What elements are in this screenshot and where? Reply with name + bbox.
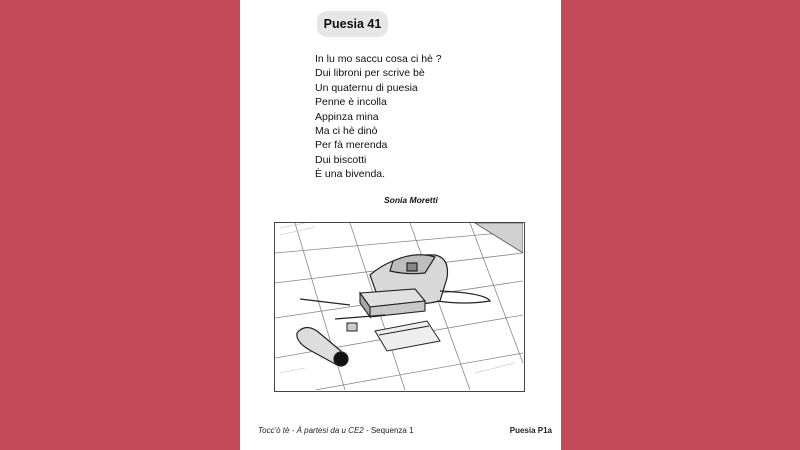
schoolbag-drawing: [275, 223, 523, 390]
notebook-icon: [375, 321, 440, 351]
eraser-icon: [347, 323, 357, 331]
poem-line: È una bivenda.: [315, 168, 386, 181]
poem-line: Dui libroni per scrive bè: [315, 67, 425, 80]
poem-body: [315, 52, 442, 182]
poem-line: Ma ci hè dinò: [315, 125, 378, 138]
footer-book-title: Tocc'ò tè - À partesi da u CE2: [258, 426, 364, 435]
poem-line: Penne è incolla: [315, 96, 387, 109]
footer-source: [258, 426, 414, 435]
poem-author: Sonia Moretti: [384, 195, 438, 205]
footer-page-code: Puesia P1a: [509, 426, 552, 435]
schoolbag-illustration: [274, 222, 525, 392]
document-page: [240, 0, 561, 450]
footer-sequence: - Sequenza 1: [363, 426, 414, 435]
wall-corner: [475, 223, 523, 253]
poem-line: Per fà merenda: [315, 139, 388, 152]
books-icon: [360, 289, 425, 317]
poem-title: Puesia 41: [317, 11, 388, 37]
poem-line: In lu mo saccu cosa ci hè ?: [315, 53, 442, 65]
poem-line: Dui biscotti: [315, 153, 367, 166]
poem-line: Un quaternu di puesia: [315, 81, 418, 94]
poem-line: Appinza mina: [315, 110, 379, 123]
